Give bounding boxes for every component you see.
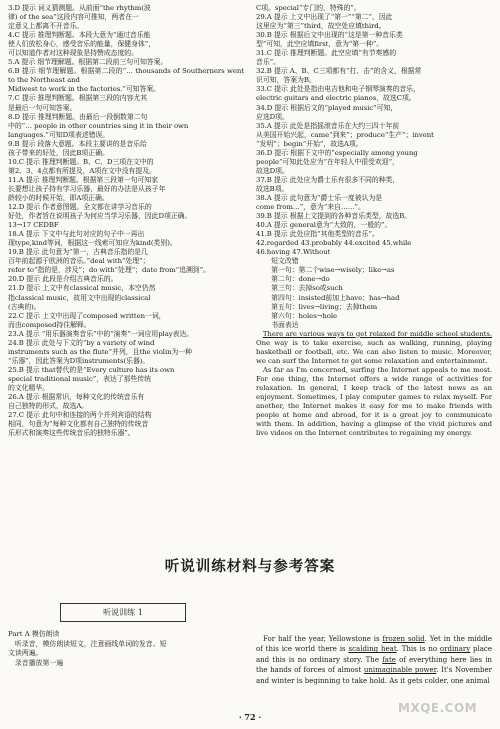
answer-line: 乐形式和演奏这些传统音乐的独特乐器”。 bbox=[8, 429, 135, 438]
answer-line: 30.B 提示 根据后文中出现的“这是第一种音乐类 bbox=[256, 31, 403, 40]
answer-line: 31.C 提示 推理判断题。此空应填“有节奏感的 bbox=[256, 49, 397, 58]
answer-line: 20.D 提示 此段是介绍古典音乐的。 bbox=[8, 275, 118, 284]
answer-line: 46.having 47.Without bbox=[256, 248, 331, 257]
listening-unit-box: 听说训练 1 bbox=[60, 603, 186, 622]
answer-line: languages.”可知D项表述错误。 bbox=[8, 130, 110, 139]
instruction-line-2: 文读两遍。 bbox=[8, 649, 43, 658]
answer-line: 25.B 提示 that替代的是“Every culture has its own bbox=[8, 365, 175, 374]
answer-line: 百年前起源于欧洲的音乐。”deal with“处理”； bbox=[8, 257, 150, 266]
instruction-line-3: 录音播放第一遍 bbox=[14, 658, 64, 667]
answer-line: 第四句：insisted前加上have；has→had bbox=[271, 293, 400, 302]
essay-paragraph-1: There are various ways to get relaxed for middle school students. One way is to take exercise, such as walking, running, playing basketball or football, etc. We can also listen to music. Moreover, we can surf the Internet to get some relaxation and entertainment. bbox=[256, 329, 492, 365]
answer-line: 37.B 提示 此处应为爵士乐有很多不同的种类， bbox=[256, 175, 400, 184]
answer-line: “乐器”，因此答案为D项instruments(乐器)。 bbox=[8, 356, 150, 365]
answer-line: 4.C 提示 推理判断题。本段大意为“通过音乐能 bbox=[8, 31, 151, 40]
answer-line: 24.B 提示 此处与下文的“by a variety of wind bbox=[8, 338, 155, 347]
answer-line: 识可知，答案为B。 bbox=[256, 76, 316, 85]
answer-line: 书面表达 bbox=[271, 320, 299, 329]
answer-line: 12.D 提示 作者意图题。全文都在讲学习音乐的 bbox=[8, 203, 152, 212]
answer-line: people”可知此处应为“在年轻人中很受欢迎”， bbox=[256, 157, 399, 166]
answer-line: come from…”，意为“来自……”。 bbox=[256, 203, 365, 212]
answer-line: 34.D 提示 根据后文的“played music”可知， bbox=[256, 103, 398, 112]
answer-line: 应选D项。 bbox=[256, 112, 289, 121]
answer-line: 指classical music，故用文中出现的classical bbox=[8, 293, 151, 302]
answer-line: 中的“… people in other countries sing it in their own bbox=[8, 121, 189, 130]
answer-line: 33.C 提示 此处是指由电吉他和电子钢琴演奏的音乐， bbox=[256, 85, 420, 94]
answer-line: 39.B 提示 根据上文提到的各种音乐类型，故选B。 bbox=[256, 212, 412, 221]
answer-line: 孩子带来的好处，因此B项正确。 bbox=[8, 148, 109, 157]
answer-line: 短文改错 bbox=[271, 257, 299, 266]
answer-line: 11.A 提示 推理判断题。根据第三段第一句可知家 bbox=[8, 175, 158, 184]
answer-line: 38.A 提示 此句意为“爵士乐一度被认为是 bbox=[256, 193, 383, 202]
answer-list-right bbox=[256, 4, 492, 330]
instruction-line-1: 听录音，模仿朗读短文，注意画线单词的发音。短 bbox=[14, 639, 167, 648]
answer-line: 可以知道作者对这种现象是持赞成态度的。 bbox=[8, 49, 138, 58]
answer-line: “发明”；begin“开始”，故选A项。 bbox=[256, 139, 363, 148]
answer-line: 第一句：第二个wise→wisely；like→as bbox=[271, 266, 395, 275]
answer-line: 是最后一句可知答案。 bbox=[8, 103, 77, 112]
answer-line: 从美国开始兴起，came“到来”；produce“生产”；invent bbox=[256, 130, 434, 139]
page-number: · 72 · bbox=[238, 712, 262, 722]
answer-line: 长要想让孩子持有学习乐器，最好的办法是从孩子年 bbox=[8, 184, 166, 193]
answer-line: 10.C 提示 推理判断题。B、C、D三项在文中的 bbox=[8, 157, 154, 166]
section-title: 听说训练材料与参考答案 bbox=[164, 559, 336, 575]
answer-line: 自己独特的形式，故选A。 bbox=[8, 402, 89, 411]
answer-line: 第2、3、4点都有所提及，A项在文中没有提及。 bbox=[8, 166, 156, 175]
answer-line: 故选D项。 bbox=[256, 166, 289, 175]
answer-line: 而由composed持住解释。 bbox=[8, 320, 91, 329]
answer-line: 18.A 提示 下文中与此句对应的句子中一再出 bbox=[8, 230, 145, 239]
answer-line: 21.D 提示 上文中有classical music，本空仍然 bbox=[8, 284, 156, 293]
answer-line: 23.A 提示 “用乐器演奏音乐”中的“演奏”一词应用play表达。 bbox=[8, 329, 194, 338]
answer-line: 27.C 提示 此句中和连接的两个并列宾语的结构 bbox=[8, 411, 152, 420]
answer-line: refer to“指的是，涉及”；do with“处理”；date from“追溯到”。 bbox=[8, 266, 210, 275]
answer-line: 3.D 提示 词义猜测题。从前面“the rhythm(波 bbox=[8, 4, 151, 12]
answer-line: 40.A 提示 general意为“大致的，一般的”。 bbox=[256, 221, 392, 230]
listening-part-a bbox=[8, 630, 244, 668]
answer-line: 42.regarded 43.probably 44.excited 45.while bbox=[256, 239, 412, 248]
answer-line: 9.B 提示 段落大意题。本段主要讲的是音乐给 bbox=[8, 139, 147, 148]
answer-line: 相同，句意为“每种文化都有自己独特的传统音 bbox=[8, 420, 149, 429]
answer-column-left bbox=[8, 4, 244, 438]
answer-line: 32.B 提示 A、B、C三项都有“打、击”的含义，根据常 bbox=[256, 67, 422, 76]
answer-line: 第五句：lives→living；去掉them bbox=[271, 302, 378, 311]
answer-line: 29.A 提示 上文中出现了“第一”“第二”，因此 bbox=[256, 13, 393, 22]
answer-line: 音乐”。 bbox=[256, 58, 280, 67]
answer-column-right bbox=[256, 4, 492, 438]
answer-line: 现type,kind等词，根据这一线索可知应为kind(类别)。 bbox=[8, 239, 177, 248]
reading-passage bbox=[256, 634, 492, 686]
answer-line: 使人们放松身心，感受音乐的能量，保健身体”， bbox=[8, 40, 156, 49]
answer-line: 第六句：holes→hole bbox=[271, 311, 338, 320]
answer-line: 这里应为“第三”third，故空处应填third。 bbox=[256, 22, 386, 31]
answer-line: C项。special“专门的，特殊的”。 bbox=[256, 4, 361, 12]
answer-line: 5.A 提示 细节理解题。根据第二段前三句可知答案。 bbox=[8, 58, 168, 67]
answer-line: 律) of the sea”这段内容可推知，两者在一 bbox=[8, 13, 139, 22]
answer-line: special traditional music”，表达了那些传统 bbox=[8, 374, 151, 383]
answer-line: 8.D 提示 推理判断题。由最后一段倒数第二句 bbox=[8, 112, 148, 121]
answer-line: 6.B 提示 细节理解题。根据第二段的“… thousands of Southerners went to the Northeast and bbox=[8, 67, 244, 85]
answer-line: 35.A 提示 此处是指摇滚音乐在大约三四十年前 bbox=[256, 121, 400, 130]
answer-line: (古典的)。 bbox=[8, 302, 41, 311]
answer-line: 41.B 提示 此处应指“其他类型的音乐”。 bbox=[256, 230, 379, 239]
answer-line: 22.C 提示 上文中出现了composed written一词， bbox=[8, 311, 166, 320]
answer-line: 龄较小的时候开始，即A项正确。 bbox=[8, 193, 109, 202]
answer-line: instruments such as the flute”并列，且the violin为一种 bbox=[8, 347, 193, 356]
answer-line: 定意义上都离不开音乐。 bbox=[8, 22, 84, 31]
answer-line: electric guitars and electric pianos，故选C项。 bbox=[256, 94, 416, 103]
answer-line: 型”可知，此空应填first，意为“第一种”。 bbox=[256, 40, 384, 49]
watermark-logo: MXQE.COM bbox=[398, 701, 478, 715]
answer-line: 36.D 提示 根据下文中的“especially among young bbox=[256, 148, 418, 157]
answer-line: 7.C 提示 推理判断题。根据第三段的内容尤其 bbox=[8, 94, 148, 103]
essay-paragraph-2: As far as I'm concerned, surfing the Internet appeals to me most. For one thing, the Internet offers a wide range of activities for relaxation. In general, I keep track of the latest news as an enjoyment. Sometimes, I play computer games to relax myself. For another, the Internet makes it easy for me to make friends with people at home and abroad, for it is a great joy to communicate with them. In addition, having a glimpse of the vivid pictures and live videos on the Internet contributes to regaining my energy. bbox=[256, 365, 492, 438]
part-heading: Part A 模仿朗读 bbox=[8, 630, 60, 638]
answer-line: 第二句：done→do bbox=[271, 275, 330, 284]
answer-line: 的文化精华。 bbox=[8, 383, 50, 392]
answer-line: Midwest to work in the factories.”可知答案。 bbox=[8, 85, 161, 94]
reading-text: For half the year, Yellowstone is frozen solid. Yet in the middle of this ice world there is scalding heat. This is no ordinary place and this is no ordinary story. The fate of everything here lies in the hands of forces of almost unimaginable power. It's November and winter is beginning to take hold. As it gets colder, one animal bbox=[256, 635, 493, 685]
answer-line: 好处，作者旨在说明孩子为何应当学习乐器，因此D项正确。 bbox=[8, 212, 192, 221]
answer-line: 故选B项。 bbox=[256, 184, 289, 193]
answer-line: 13→17 CEDBF bbox=[8, 221, 59, 230]
answer-line: 19.B 提示 此句意为“第一，古典音乐指的是几 bbox=[8, 248, 148, 257]
answer-line: 第三句：去掉so或such bbox=[271, 284, 343, 293]
answer-line: 26.A 提示 根据常识，每种文化的传统音乐有 bbox=[8, 393, 145, 402]
